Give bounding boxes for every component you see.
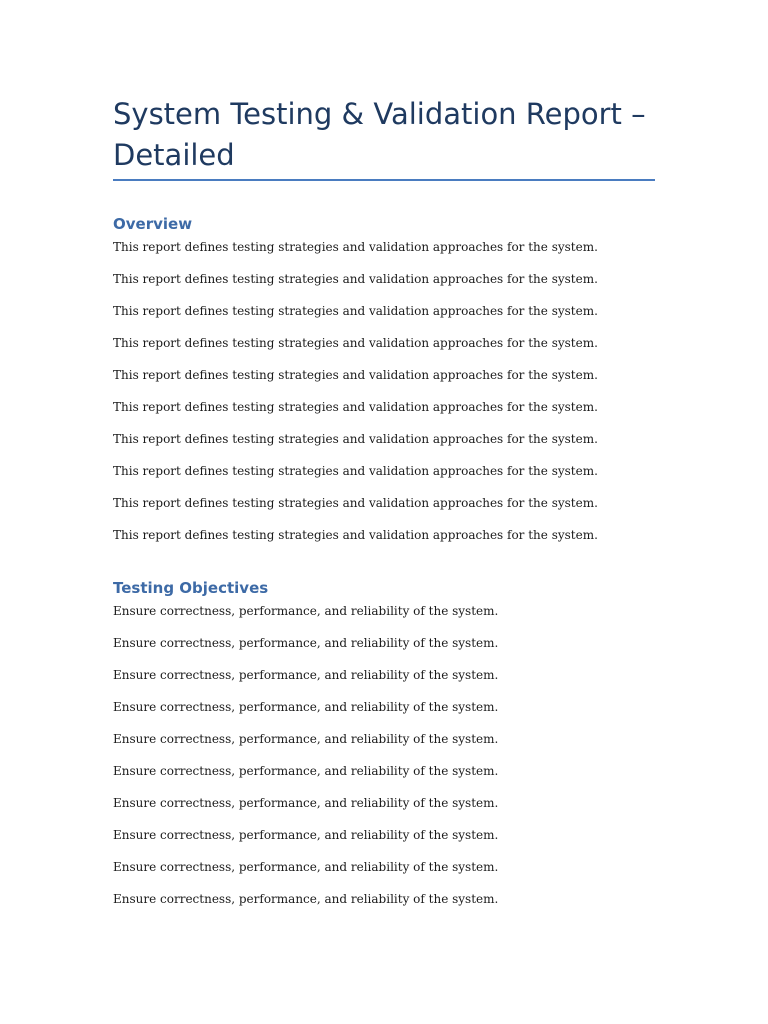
paragraph: This report defines testing strategies and validation approaches for the system. (113, 240, 598, 254)
paragraph: Ensure correctness, performance, and reliability of the system. (113, 636, 499, 650)
paragraph: This report defines testing strategies and validation approaches for the system. (113, 528, 598, 542)
section-heading-testing-objectives: Testing Objectives (113, 579, 269, 597)
overview-paragraphs (113, 236, 655, 556)
section-overview (113, 212, 655, 556)
paragraph: This report defines testing strategies and validation approaches for the system. (113, 304, 598, 318)
section-testing-objectives (113, 576, 655, 920)
title-underline (113, 179, 655, 181)
paragraph: Ensure correctness, performance, and reliability of the system. (113, 764, 499, 778)
paragraph: This report defines testing strategies and validation approaches for the system. (113, 400, 598, 414)
paragraph: Ensure correctness, performance, and reliability of the system. (113, 892, 499, 906)
paragraph: Ensure correctness, performance, and reliability of the system. (113, 828, 499, 842)
paragraph: Ensure correctness, performance, and reliability of the system. (113, 668, 499, 682)
paragraph: This report defines testing strategies and validation approaches for the system. (113, 272, 598, 286)
paragraph: Ensure correctness, performance, and reliability of the system. (113, 732, 499, 746)
paragraph: Ensure correctness, performance, and reliability of the system. (113, 700, 499, 714)
document-title: System Testing & Validation Report – Detailed (113, 97, 646, 172)
paragraph: This report defines testing strategies and validation approaches for the system. (113, 496, 598, 510)
paragraph: Ensure correctness, performance, and reliability of the system. (113, 604, 499, 618)
paragraph: Ensure correctness, performance, and reliability of the system. (113, 860, 499, 874)
paragraph: This report defines testing strategies and validation approaches for the system. (113, 464, 598, 478)
paragraph: Ensure correctness, performance, and reliability of the system. (113, 796, 499, 810)
paragraph: This report defines testing strategies and validation approaches for the system. (113, 336, 598, 350)
testing-objectives-paragraphs (113, 600, 655, 920)
section-heading-overview: Overview (113, 215, 193, 233)
paragraph: This report defines testing strategies and validation approaches for the system. (113, 432, 598, 446)
paragraph: This report defines testing strategies and validation approaches for the system. (113, 368, 598, 382)
